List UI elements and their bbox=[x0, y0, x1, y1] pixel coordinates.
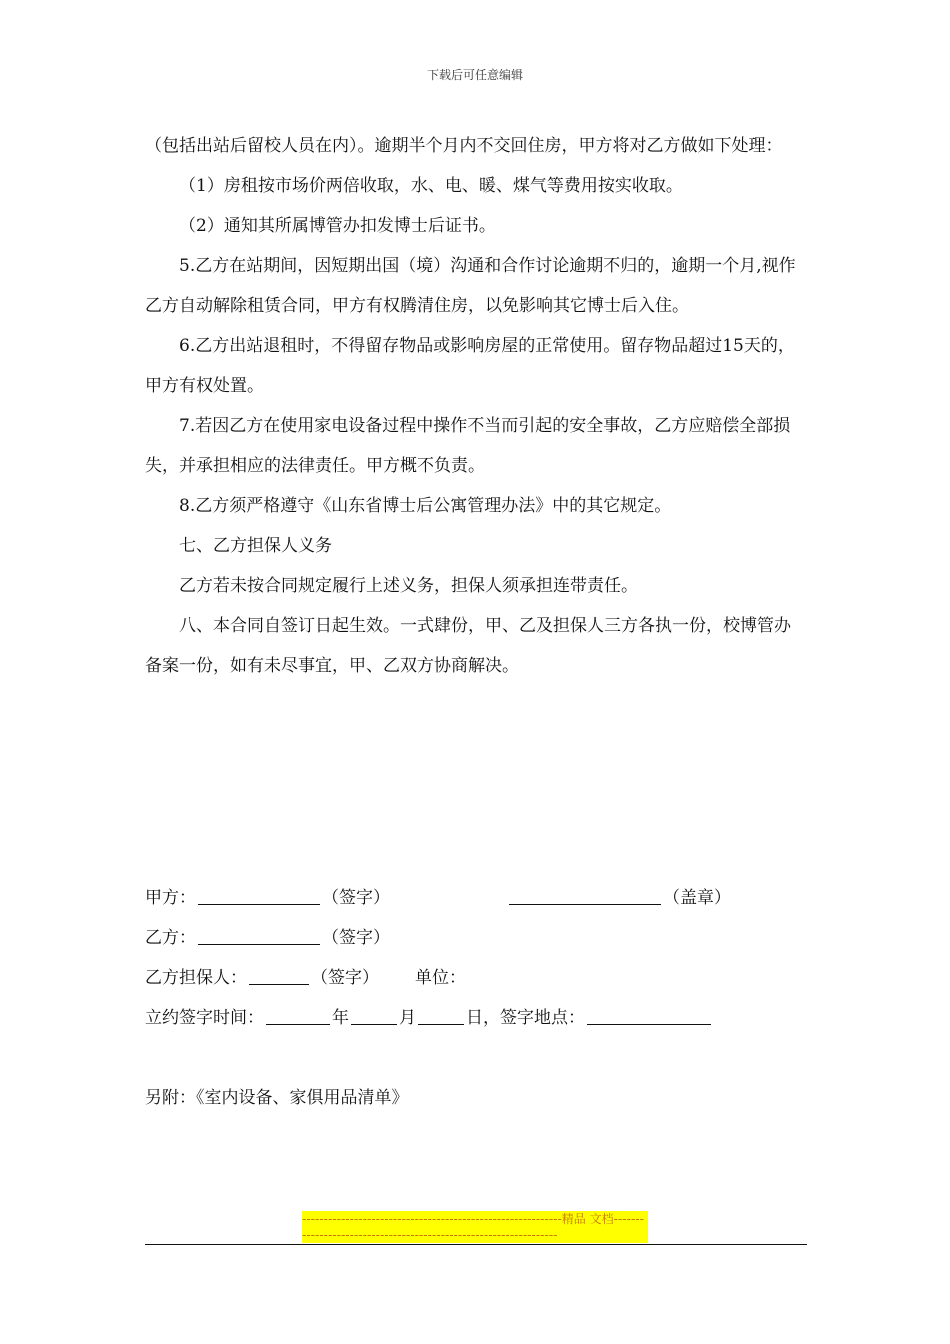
paragraph-guarantor-duty: 乙方若未按合同规定履行上述义务，担保人须承担连带责任。 bbox=[179, 576, 638, 596]
paragraph-effective: 八、本合同自签订日起生效。一式肆份，甲、乙及担保人三方各执一份，校博管办备案一份，如有未尽事宜，甲、乙双方协商解决。 bbox=[145, 616, 791, 676]
contract-body bbox=[145, 126, 807, 686]
place-blank[interactable] bbox=[587, 998, 711, 1025]
paragraph-clause-8: 8.乙方须严格遵守《山东省博士后公寓管理办法》中的其它规定。 bbox=[179, 496, 672, 516]
paragraph-clause-5: 5.乙方在站期间，因短期出国（境）沟通和合作讨论逾期不归的，逾期一个月,视作乙方自动解除租赁合同，甲方有权腾清住房，以免影响其它博士后入住。 bbox=[145, 256, 796, 316]
month-label: 月 bbox=[399, 1008, 416, 1028]
guarantor-label: 乙方担保人： bbox=[145, 968, 247, 988]
party-b-sign-blank[interactable] bbox=[198, 918, 320, 945]
party-b-row bbox=[145, 918, 807, 958]
section-heading-guarantor: 七、乙方担保人义务 bbox=[179, 536, 332, 556]
footer-divider bbox=[145, 1244, 807, 1245]
party-a-sign-note: （签字） bbox=[322, 888, 390, 908]
guarantor-row bbox=[145, 958, 807, 998]
party-b-sign-note: （签字） bbox=[322, 928, 390, 948]
unit-label: 单位： bbox=[415, 968, 466, 988]
seal-blank[interactable] bbox=[509, 878, 661, 905]
guarantor-sign-blank[interactable] bbox=[249, 958, 309, 985]
seal-note: （盖章） bbox=[663, 888, 731, 908]
paragraph-item-1: （1）房租按市场价两倍收取，水、电、暖、煤气等费用按实收取。 bbox=[179, 176, 683, 196]
month-blank[interactable] bbox=[351, 998, 397, 1025]
signature-block bbox=[145, 878, 807, 1038]
party-b-label: 乙方： bbox=[145, 928, 196, 948]
day-blank[interactable] bbox=[418, 998, 464, 1025]
paragraph-clause-6: 6.乙方出站退租时，不得留存物品或影响房屋的正常使用。留存物品超过15天的，甲方有权处置。 bbox=[145, 336, 795, 396]
appendix-note: 另附：《室内设备、家俱用品清单》 bbox=[145, 1088, 409, 1108]
year-blank[interactable] bbox=[266, 998, 330, 1025]
date-row bbox=[145, 998, 807, 1038]
paragraph-continuation: （包括出站后留校人员在内）。逾期半个月内不交回住房，甲方将对乙方做如下处理： bbox=[145, 136, 783, 156]
place-label: 签字地点： bbox=[500, 1008, 585, 1028]
guarantor-sign-note: （签字） bbox=[311, 968, 379, 988]
paragraph-item-2: （2）通知其所属博管办扣发博士后证书。 bbox=[179, 216, 496, 236]
page-header: 下载后可任意编辑 bbox=[426, 68, 523, 82]
year-label: 年 bbox=[332, 1008, 349, 1028]
party-a-label: 甲方： bbox=[145, 888, 196, 908]
footer-watermark: ------------------------------------------------------------精品 文档------------------------------------------------------------------ bbox=[302, 1211, 648, 1243]
paragraph-clause-7: 7.若因乙方在使用家电设备过程中操作不当而引起的安全事故，乙方应赔偿全部损失，并承担相应的法律责任。甲方概不负责。 bbox=[145, 416, 791, 476]
party-a-sign-blank[interactable] bbox=[198, 878, 320, 905]
day-label: 日， bbox=[466, 1008, 500, 1028]
date-label: 立约签字时间： bbox=[145, 1008, 264, 1028]
party-a-row bbox=[145, 878, 807, 918]
